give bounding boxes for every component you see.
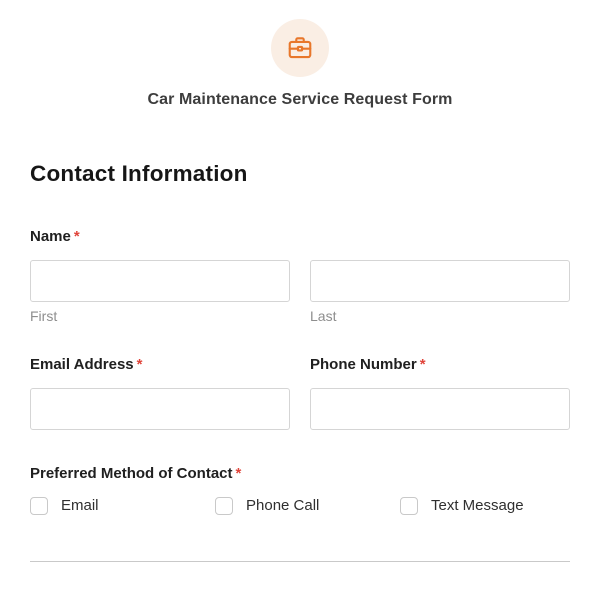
first-name-subfield — [30, 260, 290, 325]
email-phone-row — [30, 356, 570, 430]
checkbox-option-text-message[interactable] — [400, 497, 570, 515]
contact-method-label: Preferred Method of Contact — [30, 465, 233, 482]
last-name-sublabel: Last — [310, 308, 337, 324]
name-field — [30, 228, 570, 325]
email-checkbox[interactable] — [30, 497, 48, 515]
form-header — [0, 19, 600, 109]
contact-method-required-asterisk: * — [235, 465, 242, 482]
email-label: Email Address — [30, 356, 134, 373]
first-name-sublabel: First — [30, 308, 58, 324]
phone-input[interactable] — [310, 388, 570, 430]
phone-required-asterisk: * — [419, 356, 426, 373]
phone-call-checkbox[interactable] — [215, 497, 233, 515]
toolbox-icon — [286, 34, 314, 62]
phone-label: Phone Number — [310, 356, 417, 373]
email-label-row — [30, 356, 290, 374]
form-icon-badge — [271, 19, 329, 77]
email-required-asterisk: * — [136, 356, 143, 373]
email-input[interactable] — [30, 388, 290, 430]
checkbox-option-phone-call[interactable] — [215, 497, 400, 515]
name-label: Name — [30, 228, 71, 245]
phone-call-option-label: Phone Call — [246, 497, 320, 514]
name-required-asterisk: * — [73, 228, 80, 245]
text-message-option-label: Text Message — [431, 497, 524, 514]
last-name-subfield — [310, 260, 570, 325]
section-heading: Contact Information — [30, 161, 248, 186]
contact-method-field — [30, 465, 570, 515]
text-message-checkbox[interactable] — [400, 497, 418, 515]
contact-method-label-row — [30, 465, 570, 483]
section-divider — [30, 561, 570, 562]
checkbox-option-email[interactable] — [30, 497, 215, 515]
email-field — [30, 356, 290, 430]
form-title: Car Maintenance Service Request Form — [147, 91, 453, 108]
name-label-row — [30, 228, 570, 246]
contact-method-options — [30, 497, 570, 515]
form-content — [0, 161, 600, 562]
email-option-label: Email — [61, 497, 99, 514]
last-name-input[interactable] — [310, 260, 570, 302]
phone-label-row — [310, 356, 570, 374]
phone-field — [310, 356, 570, 430]
first-name-input[interactable] — [30, 260, 290, 302]
